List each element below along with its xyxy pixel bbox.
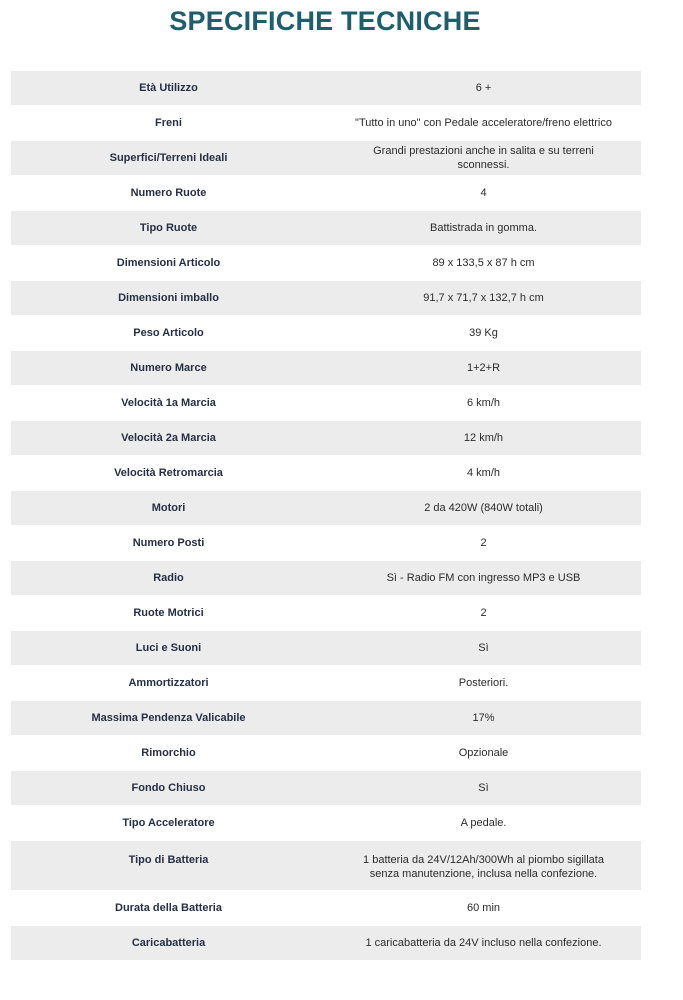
spec-row-numero-posti <box>11 526 641 561</box>
spec-row-dimensioni-articolo <box>11 246 641 281</box>
spec-label: Radio <box>153 572 184 584</box>
spec-label: Dimensioni Articolo <box>116 257 221 269</box>
spec-label: Fondo Chiuso <box>131 782 206 794</box>
spec-value: 2 <box>480 537 487 549</box>
spec-row-rimorchio <box>11 736 641 771</box>
spec-label: Durata della Batteria <box>115 902 222 914</box>
spec-label: Numero Ruote <box>130 187 207 199</box>
spec-value: Sì - Radio FM con ingresso MP3 e USB <box>386 572 581 584</box>
spec-value: 1+2+R <box>466 362 501 374</box>
spec-row-eta-utilizzo <box>11 71 641 106</box>
spec-label: Caricabatteria <box>131 937 206 949</box>
spec-label: Tipo Ruote <box>139 222 198 234</box>
spec-row-caricabatteria <box>11 926 641 961</box>
spec-row-pendenza <box>11 701 641 736</box>
spec-value: 89 x 133,5 x 87 h cm <box>432 257 535 269</box>
spec-label: Luci e Suoni <box>135 642 202 654</box>
spec-label: Tipo Acceleratore <box>122 817 215 829</box>
spec-value: Battistrada in gomma. <box>430 222 537 234</box>
spec-row-velocita-1a <box>11 386 641 421</box>
spec-row-numero-ruote <box>11 176 641 211</box>
spec-label: Tipo di Batteria <box>128 854 209 866</box>
spec-row-durata-batteria <box>11 891 641 926</box>
spec-row-luci-suoni <box>11 631 641 666</box>
spec-label: Superfici/Terreni Ideali <box>109 152 228 164</box>
spec-row-peso-articolo <box>11 316 641 351</box>
spec-row-freni <box>11 106 641 141</box>
spec-value: 91,7 x 71,7 x 132,7 h cm <box>423 292 544 304</box>
spec-value: 1 batteria da 24V/12Ah/300Wh al piombo sigillata senza manutenzione, inclusa nella confezione. <box>363 854 604 880</box>
spec-row-dimensioni-imballo <box>11 281 641 316</box>
spec-label: Peso Articolo <box>133 327 204 339</box>
spec-value: Opzionale <box>458 747 509 759</box>
spec-row-velocita-2a <box>11 421 641 456</box>
spec-value: 2 <box>480 607 487 619</box>
spec-row-superfici <box>11 141 641 176</box>
spec-table <box>11 71 641 961</box>
spec-value: Sì <box>478 642 489 654</box>
spec-row-radio <box>11 561 641 596</box>
spec-value: 6 km/h <box>466 397 500 409</box>
spec-label: Età Utilizzo <box>139 82 198 94</box>
spec-value: Sì <box>478 782 489 794</box>
spec-value: Posteriori. <box>458 677 509 689</box>
spec-value: 4 <box>480 187 487 199</box>
spec-value: 39 Kg <box>469 327 498 339</box>
spec-label: Ruote Motrici <box>133 607 204 619</box>
spec-label: Motori <box>151 502 186 514</box>
spec-row-ammortizzatori <box>11 666 641 701</box>
spec-label: Freni <box>155 117 182 129</box>
spec-row-fondo-chiuso <box>11 771 641 806</box>
spec-row-motori <box>11 491 641 526</box>
spec-value: 6 + <box>475 82 492 94</box>
spec-value: "Tutto in uno" con Pedale acceleratore/freno elettrico <box>355 117 612 129</box>
spec-row-numero-marce <box>11 351 641 386</box>
spec-value: 1 caricabatteria da 24V incluso nella confezione. <box>365 937 602 949</box>
spec-label: Ammortizzatori <box>128 677 209 689</box>
spec-label: Dimensioni imballo <box>118 292 219 304</box>
spec-label: Numero Marce <box>130 362 207 374</box>
spec-label: Velocità 2a Marcia <box>121 432 216 444</box>
spec-row-tipo-acceleratore <box>11 806 641 841</box>
spec-value: A pedale. <box>460 817 507 829</box>
spec-value: 2 da 420W (840W totali) <box>424 502 543 514</box>
spec-row-tipo-ruote <box>11 211 641 246</box>
spec-label: Rimorchio <box>141 747 196 759</box>
spec-value: 17% <box>472 712 495 724</box>
spec-row-velocita-retromarcia <box>11 456 641 491</box>
page-title: SPECIFICHE TECNICHE <box>169 6 481 36</box>
spec-label: Velocità 1a Marcia <box>121 397 216 409</box>
spec-value: 60 min <box>466 902 501 914</box>
spec-label: Velocità Retromarcia <box>114 467 223 479</box>
spec-label: Massima Pendenza Valicabile <box>91 712 246 724</box>
spec-value: 12 km/h <box>463 432 504 444</box>
spec-value: 4 km/h <box>466 467 500 479</box>
spec-label: Numero Posti <box>132 537 205 549</box>
spec-value: Grandi prestazioni anche in salita e su terreni sconnessi. <box>373 145 594 171</box>
spec-row-tipo-batteria <box>11 841 641 891</box>
spec-row-ruote-motrici <box>11 596 641 631</box>
